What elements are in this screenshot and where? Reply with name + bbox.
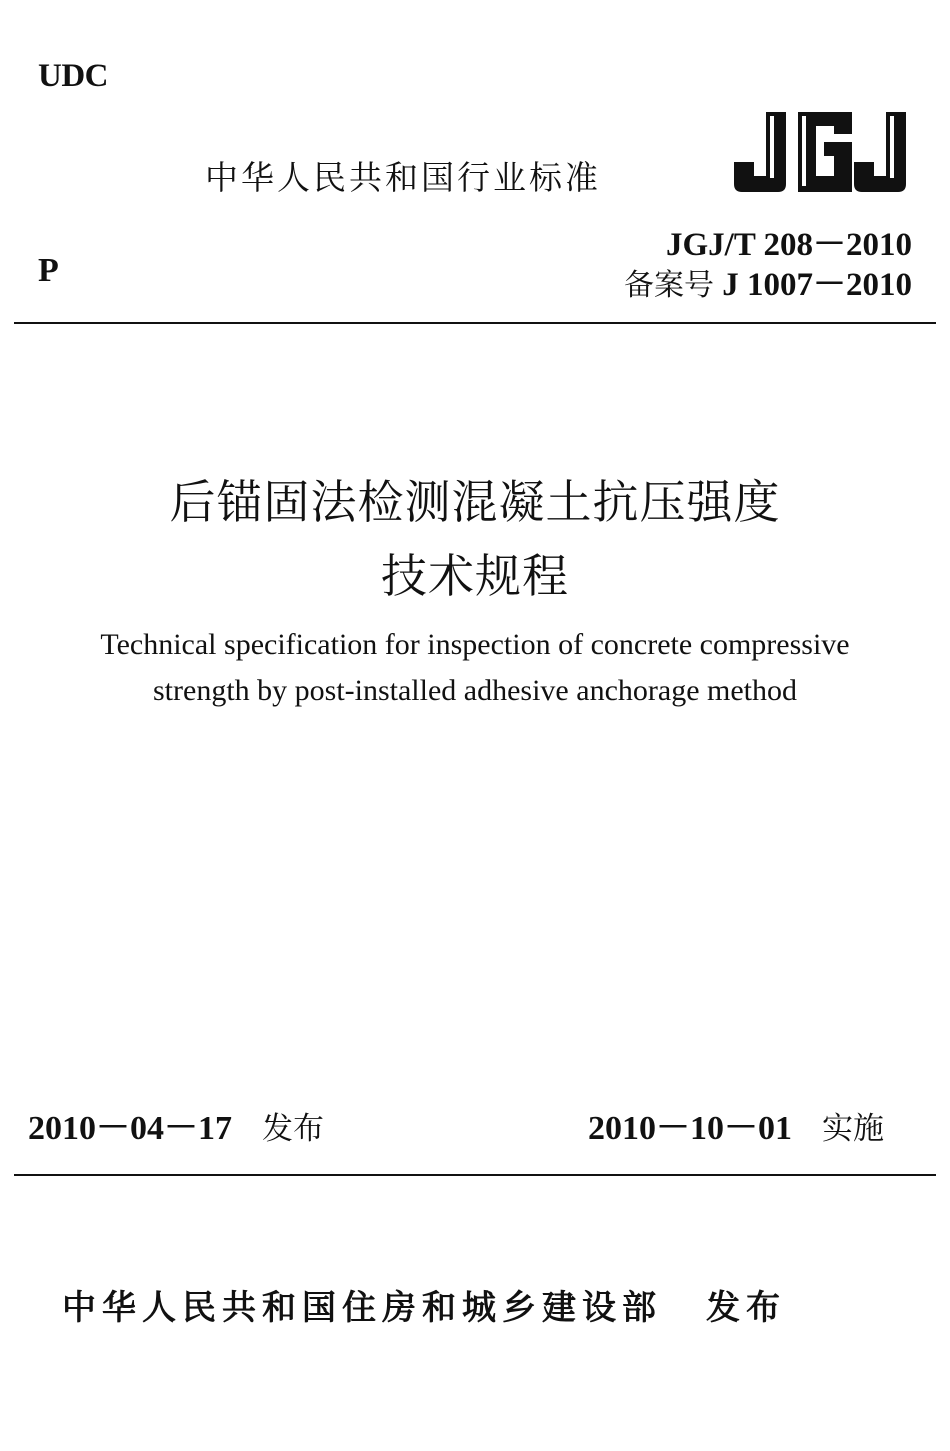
- filing-number-line: [624, 265, 912, 306]
- issue-date: 2010－04－17: [28, 1110, 232, 1147]
- filing-number: J 1007－2010: [722, 267, 912, 303]
- jgj-logo: [732, 106, 918, 198]
- publisher-name: 中华人民共和国住房和城乡建设部: [62, 1288, 662, 1328]
- header-divider: [14, 322, 936, 324]
- industry-standard-heading: 中华人民共和国行业标准: [205, 158, 601, 197]
- standard-number: JGJ/T 208－2010: [665, 227, 912, 263]
- title-en-line2: strength by post-installed adhesive anchorage method: [153, 674, 797, 707]
- effective-label: 实施: [822, 1111, 884, 1147]
- issue-date-block: [28, 1100, 324, 1149]
- issue-label: 发布: [262, 1111, 324, 1147]
- classification-code: P: [38, 252, 59, 289]
- standard-number-block: [624, 225, 912, 306]
- effective-date-block: [588, 1100, 884, 1149]
- publisher-action: 发布: [706, 1288, 786, 1328]
- filing-label: 备案号: [624, 268, 714, 303]
- title-cn-line1: 后锚固法检测混凝土抗压强度: [169, 475, 781, 529]
- udc-label: UDC: [38, 58, 108, 94]
- title-cn-line2: 技术规程: [381, 549, 569, 603]
- effective-date: 2010－10－01: [588, 1110, 792, 1147]
- jgj-logo-graphic: [732, 106, 918, 198]
- footer-divider: [14, 1174, 936, 1176]
- publisher-line: [62, 1280, 786, 1329]
- title-en-line1: Technical specification for inspection of concrete compressive: [100, 628, 850, 661]
